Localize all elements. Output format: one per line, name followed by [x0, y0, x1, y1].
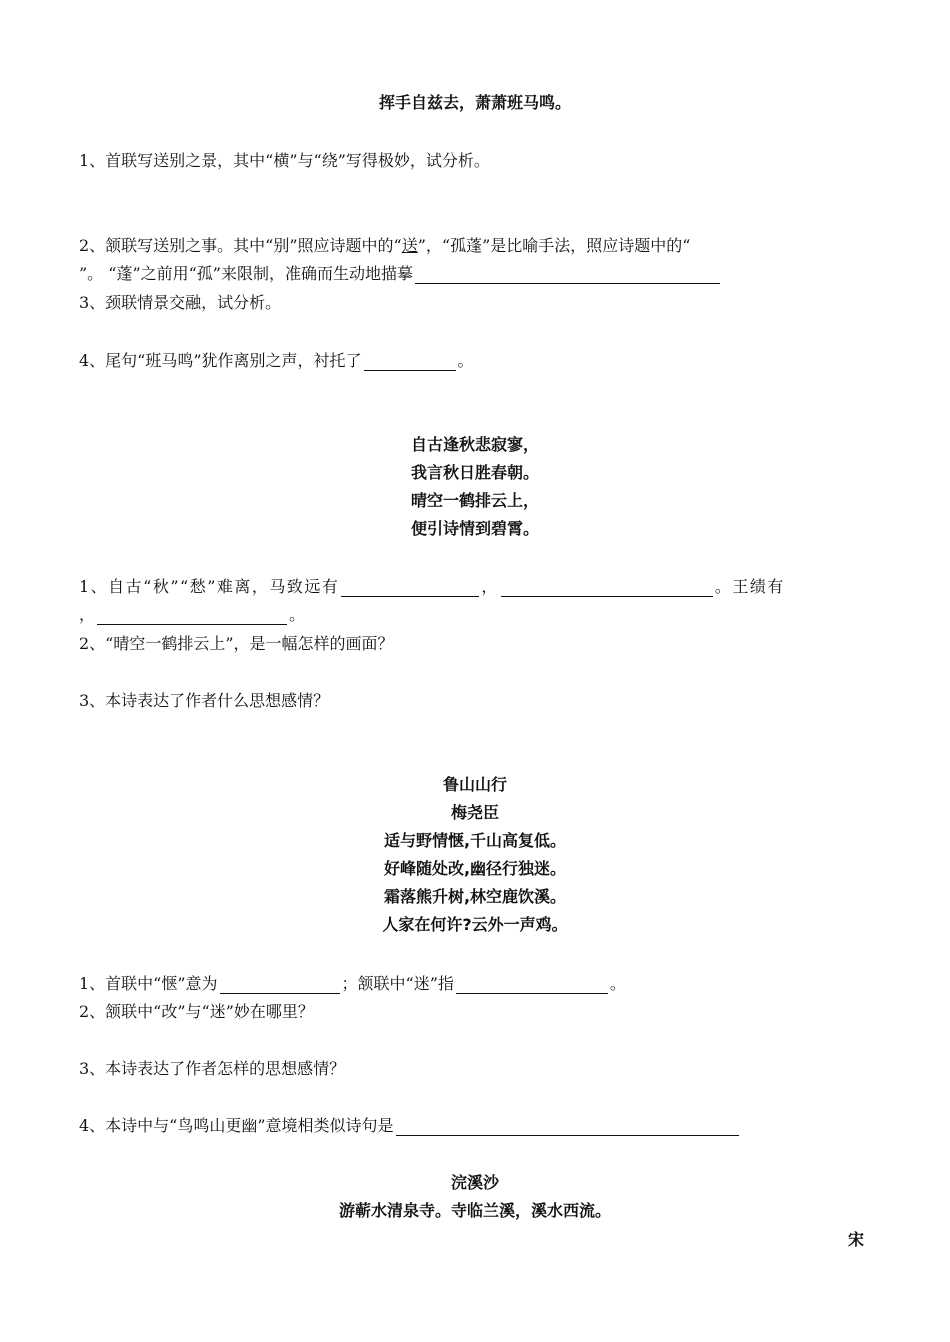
poem3-line-2: 好峰随处改,幽径行独迷。 — [383, 859, 567, 878]
poem1-q4-text-b: 。 — [457, 351, 474, 370]
poem1-q4-text-a: 4、尾句“班马鸣”犹作离别之声，衬托了 — [79, 351, 362, 370]
poem3-question-2: 2、颔联中“改”与“迷”妙在哪里？ — [79, 1002, 314, 1021]
answer-blank[interactable] — [456, 977, 608, 994]
poem2-question-2: 2、“晴空一鹤排云上”，是一幅怎样的画面？ — [79, 634, 394, 653]
poem4-title: 浣溪沙 — [450, 1173, 499, 1192]
poem3-q1-text-c: 。 — [609, 974, 626, 993]
poem2-line-4: 便引诗情到碧霄。 — [410, 519, 539, 538]
poem1-question-4 — [79, 351, 474, 371]
poem3-question-1 — [79, 974, 626, 994]
poem2-line-2: 我言秋日胜春朝。 — [410, 463, 539, 482]
poem1-question-1: 1、首联写送别之景，其中“横”与“绕”写得极妙，试分析。 — [79, 151, 490, 170]
poem4-dynasty: 宋 — [848, 1230, 865, 1249]
poem2-q1-text-a: 1、自古“秋”“愁”难离，马致远有 — [79, 577, 340, 596]
poem2-line-1: 自古逢秋悲寂寥， — [410, 435, 539, 454]
poem1-question-2 — [79, 236, 690, 256]
answer-blank[interactable] — [341, 580, 479, 597]
poem2-question-1-line2 — [79, 605, 305, 625]
poem2-q1-text-b: 。王绩有 — [714, 577, 785, 596]
poem3-question-4 — [79, 1116, 741, 1136]
poem1-q2-text-line2: ”。 “蓬”之前用“孤”来限制，准确而生动地描摹 — [79, 264, 413, 283]
poem1-question-2-line2 — [79, 264, 722, 284]
poem3-q4-text: 4、本诗中与“鸟鸣山更幽”意境相类似诗句是 — [79, 1116, 394, 1135]
poem3-line-3: 霜落熊升树,林空鹿饮溪。 — [383, 887, 567, 906]
poem1-q2-text-b: ”，“孤蓬”是比喻手法，照应诗题中的“ — [417, 236, 691, 255]
poem2-question-3: 3、本诗表达了作者什么思想感情？ — [79, 691, 330, 710]
poem1-q2-send: 送 — [401, 236, 418, 255]
poem1-q2-text-a: 2、颔联写送别之事。其中“别”照应诗题中的“ — [79, 236, 402, 255]
answer-blank[interactable] — [220, 977, 340, 994]
poem3-author: 梅尧臣 — [450, 803, 499, 822]
poem3-q1-text-a: 1、首联中“惬”意为 — [79, 974, 218, 993]
answer-blank[interactable] — [415, 267, 720, 284]
answer-blank[interactable] — [396, 1119, 739, 1136]
poem2-q1-line2-comma: ， — [79, 605, 96, 624]
poem4-subtitle: 游蕲水清泉寺。寺临兰溪，溪水西流。 — [338, 1201, 611, 1220]
poem3-line-1: 适与野情惬,千山高复低。 — [383, 831, 567, 850]
poem2-q1-comma: ， — [481, 577, 499, 596]
poem2-q1-line2-end: 。 — [289, 605, 306, 624]
poem3-question-3: 3、本诗表达了作者怎样的思想感情？ — [79, 1059, 346, 1078]
poem2-line-3: 晴空一鹤排云上， — [410, 491, 539, 510]
poem1-question-3: 3、颈联情景交融，试分析。 — [79, 293, 282, 312]
answer-blank[interactable] — [97, 608, 287, 625]
poem2-question-1 — [79, 577, 785, 597]
poem3-q1-text-b: ；颔联中“迷”指 — [341, 974, 454, 993]
answer-blank[interactable] — [364, 354, 456, 371]
poem3-title: 鲁山山行 — [442, 775, 507, 794]
poem1-last-line: 挥手自兹去，萧萧班马鸣。 — [378, 93, 571, 112]
poem3-line-4: 人家在何许?云外一声鸡。 — [382, 915, 568, 934]
answer-blank[interactable] — [501, 580, 713, 597]
